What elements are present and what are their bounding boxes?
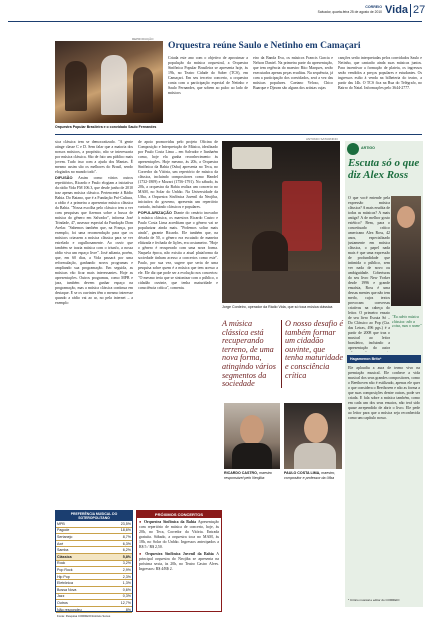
concert-item bbox=[139, 520, 219, 550]
paulo-caption bbox=[284, 471, 344, 480]
preference-row bbox=[56, 553, 132, 560]
artigo-title: Escuta só o que diz Alex Ross bbox=[348, 157, 420, 181]
preference-value: 3,2% bbox=[108, 560, 132, 567]
preference-value: 2,3% bbox=[108, 573, 132, 580]
preference-genre: Samba bbox=[56, 547, 108, 554]
preference-row bbox=[56, 573, 132, 580]
preference-genre: Pop Rock bbox=[56, 567, 108, 574]
preference-genre: Eletrônica bbox=[56, 580, 108, 587]
poster-red bbox=[282, 181, 322, 251]
preference-genre: Clássica bbox=[56, 553, 108, 560]
left-column-text bbox=[55, 140, 133, 502]
preference-value: 8,7% bbox=[108, 534, 132, 541]
author-name: Hagamenon Brito* bbox=[350, 357, 382, 361]
radio-logo-sign bbox=[232, 147, 272, 169]
preference-value: 1,3% bbox=[108, 580, 132, 587]
radio-caption: Jorge Cordeiro, operador da Rádio Vida, que só toca música clássica bbox=[222, 305, 333, 309]
preference-genre: Não respondeu bbox=[56, 606, 108, 613]
preference-value: 8% bbox=[108, 606, 132, 613]
artigo-text: O que você entende pela expressão música clássica? A mais erudita de todas as músicas? A mais antiga? A de melhor gosto estético? Bem, para o conceituado crítico americano Alex Ross, 42 anos, especializado justamente em música clássica, o papel nada mais é que uma expressão de profundidade que intimida o público, sem ver nada de novo ou ambiguidade. Coberturas do seu livro New Yorker desde 1996 e grande ensaísta, Ross é uma dessas mentes que não tem medo, cujos textos provocam conversas criativas na cabeça do leitor. O primeiro ensaio de seu livro Escuta Só – Do Clássico ao Pop (Cia. das Letras, 496 pgs.) é a partir de 2008 que traz o musical ao leitor brasileiro, incluindo a apresentação do autor bbox=[348, 196, 390, 350]
main-headline: Orquestra reúne Saulo e Netinho em Camaçari bbox=[168, 40, 361, 51]
author-bar bbox=[347, 355, 421, 363]
preference-row bbox=[56, 547, 132, 554]
preference-row bbox=[56, 560, 132, 567]
preference-row bbox=[56, 567, 132, 574]
preference-row bbox=[56, 527, 132, 534]
pull-quote-ricardo: A música clássica está recuperando terreno, de uma nova forma, atingindo vários segmentos da sociedade bbox=[222, 319, 276, 389]
face-shape bbox=[240, 415, 264, 445]
preference-row bbox=[56, 606, 132, 613]
preference-value: 23,5% bbox=[108, 521, 132, 527]
paulo-role: maestro, compositor e professor da Ufba bbox=[284, 471, 336, 480]
preference-box bbox=[55, 510, 133, 619]
preference-genre: Pagode bbox=[56, 527, 108, 534]
concerts-title: PRÓXIMOS CONCERTOS bbox=[137, 511, 221, 518]
main-photo-caption: Orquestra Popular Brasileira e o convidado Saulo Fernandes bbox=[55, 125, 157, 129]
paper-name: CORREIO bbox=[365, 5, 382, 9]
preference-genre: Outros bbox=[56, 600, 108, 607]
paulo-photo bbox=[284, 403, 342, 469]
preference-value: 5,8% bbox=[108, 553, 132, 560]
concerts-box bbox=[136, 510, 222, 612]
concert-item bbox=[139, 552, 219, 572]
concerts-list bbox=[137, 518, 221, 576]
artigo-pull-quote: "Eu odeio música clássica: não a coisa, mas o nome" bbox=[392, 315, 422, 329]
musician-silhouette bbox=[133, 67, 153, 113]
left-text-part2: Assim como vários outros repetitórios, Ricardo e Paulo elogiam a iniciativa da rádio Vida FM 106.3, que desde junho de 2010 traz apenas música clássica. Pertencente à Rádio Bahia. Do Baiano, que é a Fundação Pró-Cultura, a rádio é a primeira a apresentar música clássica da Bahia. "Nossa escolha pelo clássico tem a ver com pesquisas que fizemos sobre a busca de música do gênero em Salvador", informa José Trindade, 47, assessor especial da Fundação Dom Avelar. "Sabemos também que, na França, por exemplo, foi uma recomendação para que os músicos criassem a música clássica para se ver estrelado e orgulhosamente. Ao ouvir que também se trazia música com o triunfo, a nossa rádio viva um espaço livre". José adianta, porém, que, em 60 dias, a Vida passará por uma reformulação, ganhando novos programas e ampliando sua programação. Em seguida, as músicas vão ficar mais interessantes. Hoje as apresentações. Outros programas, como MPB e jazz, também devem ganhar espaço na programação, mas a música clássica continua em destaque. E se os ouvintes têm o mesmo interesse quando a rádio vai ao ar, no pela internet – a exemplo bbox=[55, 176, 133, 305]
orchestra-photo bbox=[55, 41, 163, 123]
preference-genre: Axé bbox=[56, 540, 108, 547]
photo-credit: REPRODUÇÃO bbox=[132, 37, 154, 41]
preference-value: 6,3% bbox=[108, 540, 132, 547]
alex-ross-photo bbox=[391, 196, 421, 306]
torso-shape bbox=[294, 443, 336, 469]
mixing-console bbox=[222, 271, 340, 303]
ricardo-role: maestro responsável pelo Neojiba bbox=[224, 471, 272, 480]
concert-name: Orquestra Sinfônica da Bahia bbox=[143, 520, 198, 524]
concert-name: Orquestra Sinfônica Juvenil da Bahia bbox=[145, 552, 217, 556]
torso-shape bbox=[232, 443, 272, 469]
bullet-icon: ● bbox=[139, 520, 144, 524]
preference-row bbox=[56, 593, 132, 600]
mid-text-part1: de apoio promovidas pelo projeto Oficina de Composição e Interpretação de Música, idealizado por Paulo Costa Lima – em Salvador e Itanhaém como, hoje ela ganha reconhecimento às apresentações. Hoje mesmo, às 20h, a Orquestra Sinfônica da Bahia (Osba) apresenta no Teca, no Corredor da Vitória, um repertório de música da clássica, incluindo compositores como Handel (1732-1809) e Mozart (1756-1791). No sábado, às 20h, a orquestra da Bahia realiza um concerto no MAM, no Solar do Unhão. Na Universidade da Ufba, a Orquestra Sinfônica Juvenil da Neojiba, iniciativa do governo, apresenta um repertório variado, incluindo clássicos e populares. bbox=[138, 140, 218, 209]
preference-genre: Sertanejo bbox=[56, 534, 108, 541]
preference-genre: Rock bbox=[56, 560, 108, 567]
face-shape bbox=[397, 206, 415, 228]
preference-table bbox=[56, 521, 132, 613]
preference-row bbox=[56, 586, 132, 593]
page-number: 27 bbox=[413, 4, 426, 16]
preference-value: 12,7% bbox=[108, 600, 132, 607]
preference-value: 2,9% bbox=[108, 567, 132, 574]
radio-photo-credit: ANTONIO SATURNINO bbox=[306, 137, 338, 141]
artigo-text-2: Ele aplaudiu a aura de termo vivo na premiação musical. Ele conhece a vida musical dos seus grandes compositores, como o Beethoven não é estilizado, apenas ele quer o que considera o Beethoven e não as forma a que suas composições dentre outras, pode ser criada. E fala sobre a música também, como em cada um dos seus ensaios, não terá sido quase arrependido de abrir o livro. Ele pede ao leitor para que a música seja reconhecida como um capítulo nosso. bbox=[348, 366, 420, 420]
preference-value: 0,3% bbox=[108, 593, 132, 600]
concert-text: Apresentação com repertório de música de concerto, hoje, às 20h, no Teca, Corredor da Vitória. Entrada gratuita. Sábado, a orquestra toca no MAM, às 18h, no Solar do Unhão. Ingressos antecipados a R$ 5 / R$ 2,50. bbox=[139, 520, 219, 549]
artigo-footnote: * Crítico musical e editor do CORREIO bbox=[348, 598, 400, 602]
musician-silhouette bbox=[65, 61, 87, 111]
preference-value: 6,2% bbox=[108, 547, 132, 554]
face-shape bbox=[304, 413, 328, 443]
ricardo-caption bbox=[224, 471, 282, 480]
subhead-popularizacao: POPULARIZAÇÃO bbox=[138, 210, 172, 215]
preference-title: PREFERÊNCIA MUSICAL DO SOTEROPOLITANO bbox=[56, 511, 132, 521]
main-story-col3: canções serão interpretadas pelos convidados Saulo e Netinho, que cantarão ainda suas músicas juntos. Para incentivar a formação de plateia, os ingressos serão vendidos a preços populares e estudantes. Os ingressos estão à venda na bilheteria do teatro, a partir das 14h. O TCS fica na Rua do Telégrafo, no Bairro do Natal. Informações pelo 3644-2777. bbox=[338, 56, 422, 90]
artigo-kicker: ARTIGO bbox=[361, 146, 375, 150]
preference-value: 18,6% bbox=[108, 527, 132, 534]
top-rule bbox=[8, 21, 422, 22]
preference-row bbox=[56, 534, 132, 541]
left-text-part1: sica clássica tem se democratizado. "A gente atinge classe C e D. Sem falar que a maioria dos nossos músicos, a propósito, não se interessaria por música clássica. São de fato um público mais jovem. Tudo isso com a ajuda dos Mantas. É mesmo assim são os melhores do Brasil, sendo elogiados no mundo todo". bbox=[55, 140, 133, 174]
subhead-difusao: DIFUSÃO bbox=[55, 175, 73, 180]
quote-divider bbox=[281, 320, 282, 388]
ricardo-name: RICARDO CASTRO, bbox=[224, 471, 258, 475]
concert-text: A principal orquestra do Neojiba se apresenta na próxima sexta, às 20h, no Teatro Castro Alves. Ingressos: R$ 4/R$ 2. bbox=[139, 552, 219, 571]
preference-genre: Hip Pop bbox=[56, 573, 108, 580]
section-name: Vida bbox=[385, 4, 409, 16]
masthead-divider bbox=[410, 4, 411, 17]
preference-genre: Bossa Nova bbox=[56, 586, 108, 593]
pull-quote-paulo: O nosso desafio é também formar um cidadão ouvinte, que tenha maturidade e consciência crítica bbox=[285, 319, 343, 380]
preference-source: Fonte: Pesquisa CORREIO/Instituto Sonus bbox=[57, 614, 111, 619]
story-divider bbox=[55, 134, 422, 135]
radio-photo bbox=[222, 141, 340, 303]
mid-text-part2: Diante do cenário inovador à música clássica, os maestros Ricardo Castro e Paulo Costa Lima acreditam que o gênero vai se popularizar ainda mais. "Podemos soltar mais ainda", garante Ricardo. Ele também que, na década de 50, o gênero era escutado de maneira elitizada e fechada de lições, era costumeiro. "Hoje o gênero é recuperado com uma nova forma. Naquela época, não existia a atual plataforma da sociedade tinham acesso a concertos como este". Paulo, por sua vez, sugere que seria de uma pesquisa sobre quem é a música que tem acesso a ele. Ele diz que pode ser a evolução nos concertos: "O mesmo teria que se sintonizar com o público, o cidadão ouvinte, que tenha maturidade e consciência crítica", comenta. bbox=[138, 211, 218, 290]
dateline: Salvador, quarta-feira 25 de agosto de 2010 bbox=[317, 9, 382, 14]
middle-column-text bbox=[138, 140, 218, 502]
preference-value: 0,6% bbox=[108, 586, 132, 593]
paulo-name: PAULO COSTA LIMA, bbox=[284, 471, 321, 475]
main-story-col1: Criada este ano com o objetivo de aproximar a população da música orquestral, a Orquestra Sinfônica Popular Brasileira se apresenta hoje, às 19h, no Teatro Cidade do Saber (TCS), em Camaçari. Em seu terceiro concerto, a orquestra conta com a participação especial de Netinho e Saulo Fernandes, que sobem ao palco ao lado de músicos bbox=[168, 56, 248, 95]
preference-row bbox=[56, 580, 132, 587]
masthead-meta bbox=[286, 5, 382, 14]
bullet-icon: ● bbox=[139, 552, 146, 556]
preference-genre: MPB bbox=[56, 521, 108, 527]
preference-row bbox=[56, 540, 132, 547]
preference-row bbox=[56, 600, 132, 607]
artigo-icon bbox=[347, 143, 359, 155]
preference-genre: Jazz bbox=[56, 593, 108, 600]
singer-silhouette bbox=[101, 55, 127, 115]
main-story-col2: eiro da Banda Eva, os músicos Francis Garcia e Nelson Daniel. Na primeira parte da apresentação, que tem regência do maestro Rito Marques, serão executados apenas peças eruditas. Na sequência, já com a participação dos convidados, será a vez das músicas populares. Caetano Veloso, Chico Buarque e Djavan são alguns dos artistas cujas bbox=[253, 56, 333, 90]
ricardo-photo bbox=[224, 403, 280, 469]
